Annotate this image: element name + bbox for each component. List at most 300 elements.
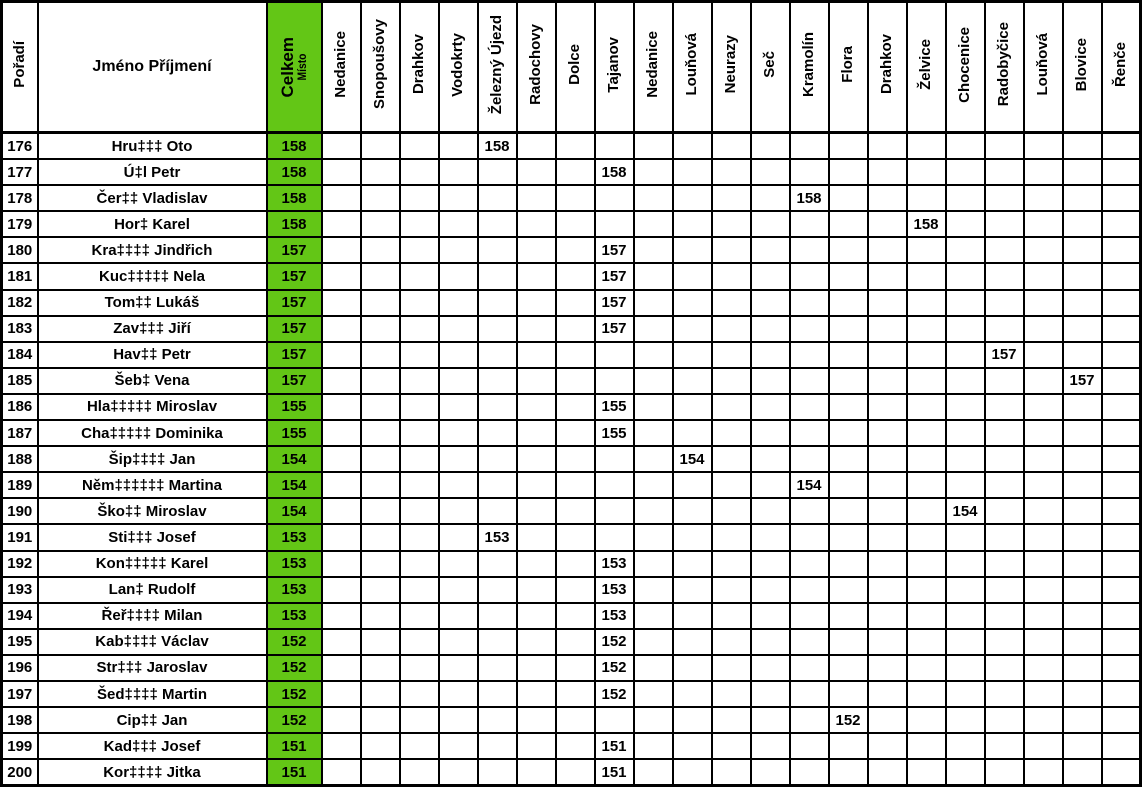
empty-cell [1063, 655, 1102, 681]
empty-cell [673, 707, 712, 733]
table-body [2, 133, 1141, 786]
empty-cell [595, 185, 634, 211]
empty-cell [1063, 211, 1102, 237]
table-row [2, 733, 1141, 759]
location-column-header [751, 2, 790, 133]
empty-cell [517, 263, 556, 289]
score-cell: 152 [595, 655, 634, 681]
empty-cell [634, 629, 673, 655]
empty-cell [673, 759, 712, 786]
name-cell: Kor‡‡‡‡ Jitka [38, 759, 267, 786]
empty-cell [1024, 603, 1063, 629]
location-column-header [1063, 2, 1102, 133]
empty-cell [634, 733, 673, 759]
empty-cell [985, 237, 1024, 263]
empty-cell [868, 733, 907, 759]
score-cell: 151 [595, 733, 634, 759]
empty-cell [322, 211, 361, 237]
empty-cell [868, 159, 907, 185]
empty-cell [985, 681, 1024, 707]
empty-cell [322, 733, 361, 759]
empty-cell [868, 759, 907, 786]
rank-cell: 183 [2, 316, 38, 342]
empty-cell [868, 420, 907, 446]
table-row [2, 655, 1141, 681]
empty-cell [361, 263, 400, 289]
total-cell: 158 [267, 133, 322, 160]
empty-cell [595, 368, 634, 394]
empty-cell [829, 629, 868, 655]
empty-cell [361, 603, 400, 629]
empty-cell [1102, 472, 1141, 498]
empty-cell [712, 420, 751, 446]
empty-cell [790, 759, 829, 786]
empty-cell [751, 733, 790, 759]
empty-cell [1024, 290, 1063, 316]
empty-cell [868, 629, 907, 655]
empty-cell [1024, 133, 1063, 160]
empty-cell [556, 577, 595, 603]
empty-cell [946, 159, 985, 185]
location-column-header [673, 2, 712, 133]
empty-cell [322, 446, 361, 472]
empty-cell [1024, 159, 1063, 185]
location-column-header-label: Snopoušovy [371, 19, 389, 110]
empty-cell [361, 342, 400, 368]
empty-cell [985, 733, 1024, 759]
empty-cell [322, 577, 361, 603]
empty-cell [1102, 655, 1141, 681]
name-cell: Čer‡‡ Vladislav [38, 185, 267, 211]
table-row [2, 159, 1141, 185]
empty-cell [946, 551, 985, 577]
empty-cell [712, 290, 751, 316]
empty-cell [478, 603, 517, 629]
name-cell: Hla‡‡‡‡‡ Miroslav [38, 394, 267, 420]
empty-cell [673, 551, 712, 577]
rank-cell: 195 [2, 629, 38, 655]
score-cell: 158 [907, 211, 946, 237]
empty-cell [907, 759, 946, 786]
empty-cell [1063, 733, 1102, 759]
empty-cell [478, 759, 517, 786]
empty-cell [751, 681, 790, 707]
empty-cell [361, 394, 400, 420]
location-column-header-label: Dolce [566, 44, 584, 85]
empty-cell [478, 159, 517, 185]
empty-cell [907, 681, 946, 707]
empty-cell [517, 368, 556, 394]
empty-cell [361, 446, 400, 472]
location-column-header [1102, 2, 1141, 133]
empty-cell [556, 733, 595, 759]
score-cell: 154 [790, 472, 829, 498]
empty-cell [1063, 472, 1102, 498]
name-cell: Str‡‡‡ Jaroslav [38, 655, 267, 681]
empty-cell [946, 211, 985, 237]
empty-cell [517, 211, 556, 237]
empty-cell [556, 472, 595, 498]
empty-cell [868, 707, 907, 733]
total-cell: 157 [267, 263, 322, 289]
empty-cell [400, 420, 439, 446]
empty-cell [907, 472, 946, 498]
empty-cell [946, 394, 985, 420]
empty-cell [634, 524, 673, 550]
empty-cell [1024, 420, 1063, 446]
name-cell: Tom‡‡ Lukáš [38, 290, 267, 316]
empty-cell [985, 159, 1024, 185]
score-cell: 158 [478, 133, 517, 160]
empty-cell [829, 681, 868, 707]
empty-cell [946, 237, 985, 263]
empty-cell [829, 316, 868, 342]
empty-cell [439, 707, 478, 733]
empty-cell [829, 577, 868, 603]
empty-cell [673, 159, 712, 185]
empty-cell [751, 211, 790, 237]
empty-cell [1024, 316, 1063, 342]
empty-cell [556, 316, 595, 342]
score-cell: 157 [985, 342, 1024, 368]
empty-cell [439, 368, 478, 394]
score-cell: 157 [595, 316, 634, 342]
name-cell: Kad‡‡‡ Josef [38, 733, 267, 759]
empty-cell [946, 629, 985, 655]
empty-cell [556, 655, 595, 681]
empty-cell [985, 603, 1024, 629]
empty-cell [829, 655, 868, 681]
empty-cell [400, 707, 439, 733]
empty-cell [400, 603, 439, 629]
empty-cell [634, 342, 673, 368]
empty-cell [712, 394, 751, 420]
empty-cell [1063, 237, 1102, 263]
empty-cell [946, 759, 985, 786]
empty-cell [907, 290, 946, 316]
table-row [2, 290, 1141, 316]
total-cell: 154 [267, 446, 322, 472]
empty-cell [907, 707, 946, 733]
total-cell: 157 [267, 237, 322, 263]
score-cell: 155 [595, 394, 634, 420]
empty-cell [985, 446, 1024, 472]
empty-cell [361, 498, 400, 524]
empty-cell [790, 133, 829, 160]
location-column-header-label: Louňová [683, 33, 701, 96]
empty-cell [751, 603, 790, 629]
total-cell: 157 [267, 368, 322, 394]
empty-cell [946, 524, 985, 550]
empty-cell [634, 290, 673, 316]
empty-cell [400, 237, 439, 263]
empty-cell [556, 394, 595, 420]
table-row [2, 133, 1141, 160]
location-column-header-label: Nedanice [644, 31, 662, 98]
rank-cell: 196 [2, 655, 38, 681]
empty-cell [634, 707, 673, 733]
name-cell: Šed‡‡‡‡ Martin [38, 681, 267, 707]
location-column-header [556, 2, 595, 133]
empty-cell [556, 368, 595, 394]
empty-cell [985, 655, 1024, 681]
location-column-header [361, 2, 400, 133]
table-row [2, 577, 1141, 603]
empty-cell [1102, 211, 1141, 237]
empty-cell [517, 629, 556, 655]
empty-cell [400, 733, 439, 759]
rank-cell: 200 [2, 759, 38, 786]
empty-cell [868, 472, 907, 498]
empty-cell [1024, 707, 1063, 733]
empty-cell [712, 316, 751, 342]
empty-cell [556, 342, 595, 368]
empty-cell [478, 551, 517, 577]
empty-cell [1024, 681, 1063, 707]
empty-cell [946, 316, 985, 342]
empty-cell [322, 394, 361, 420]
empty-cell [634, 263, 673, 289]
empty-cell [478, 368, 517, 394]
empty-cell [868, 316, 907, 342]
location-column-header [595, 2, 634, 133]
empty-cell [946, 263, 985, 289]
table-row [2, 446, 1141, 472]
empty-cell [361, 707, 400, 733]
empty-cell [517, 185, 556, 211]
empty-cell [1063, 290, 1102, 316]
table-row [2, 603, 1141, 629]
empty-cell [1102, 759, 1141, 786]
rank-cell: 179 [2, 211, 38, 237]
empty-cell [361, 733, 400, 759]
table-row [2, 524, 1141, 550]
total-cell: 154 [267, 472, 322, 498]
location-column-header [400, 2, 439, 133]
empty-cell [712, 237, 751, 263]
empty-cell [1102, 551, 1141, 577]
empty-cell [1102, 263, 1141, 289]
empty-cell [361, 524, 400, 550]
empty-cell [439, 446, 478, 472]
location-column-header [985, 2, 1024, 133]
empty-cell [751, 263, 790, 289]
rank-cell: 192 [2, 551, 38, 577]
empty-cell [829, 185, 868, 211]
empty-cell [907, 655, 946, 681]
location-column-header-label: Neurazy [722, 35, 740, 94]
empty-cell [1102, 681, 1141, 707]
total-cell: 152 [267, 707, 322, 733]
location-column-header-label: Flora [839, 46, 857, 83]
score-cell: 157 [595, 263, 634, 289]
name-cell: Kuc‡‡‡‡‡ Nela [38, 263, 267, 289]
empty-cell [946, 133, 985, 160]
empty-cell [478, 263, 517, 289]
empty-cell [517, 133, 556, 160]
empty-cell [322, 159, 361, 185]
empty-cell [439, 472, 478, 498]
empty-cell [556, 707, 595, 733]
empty-cell [985, 394, 1024, 420]
empty-cell [361, 133, 400, 160]
total-cell: 158 [267, 211, 322, 237]
empty-cell [634, 603, 673, 629]
empty-cell [985, 759, 1024, 786]
location-column-header-label: Radobyčice [995, 22, 1013, 107]
name-cell: Šeb‡ Vena [38, 368, 267, 394]
total-column-header [267, 2, 322, 133]
empty-cell [322, 185, 361, 211]
location-column-header-label: Nedanice [332, 31, 350, 98]
empty-cell [1102, 524, 1141, 550]
rank-column-header [2, 2, 38, 133]
empty-cell [1063, 342, 1102, 368]
location-column-header-label: Radochovy [527, 24, 545, 105]
empty-cell [478, 629, 517, 655]
total-cell: 153 [267, 577, 322, 603]
name-cell: Ú‡l Petr [38, 159, 267, 185]
empty-cell [361, 629, 400, 655]
empty-cell [673, 211, 712, 237]
empty-cell [400, 185, 439, 211]
empty-cell [946, 603, 985, 629]
empty-cell [634, 159, 673, 185]
empty-cell [322, 759, 361, 786]
total-cell: 152 [267, 681, 322, 707]
empty-cell [712, 759, 751, 786]
total-header-group [268, 3, 321, 131]
empty-cell [907, 159, 946, 185]
empty-cell [556, 629, 595, 655]
empty-cell [361, 290, 400, 316]
empty-cell [478, 681, 517, 707]
empty-cell [829, 524, 868, 550]
location-column-header-label: Kramolín [800, 31, 818, 97]
empty-cell [712, 472, 751, 498]
score-cell: 152 [829, 707, 868, 733]
empty-cell [907, 498, 946, 524]
empty-cell [556, 185, 595, 211]
empty-cell [478, 420, 517, 446]
empty-cell [400, 263, 439, 289]
empty-cell [322, 551, 361, 577]
empty-cell [673, 290, 712, 316]
empty-cell [751, 498, 790, 524]
empty-cell [439, 629, 478, 655]
empty-cell [361, 211, 400, 237]
empty-cell [322, 316, 361, 342]
empty-cell [868, 211, 907, 237]
empty-cell [400, 524, 439, 550]
empty-cell [439, 524, 478, 550]
score-cell: 157 [1063, 368, 1102, 394]
empty-cell [478, 733, 517, 759]
total-cell: 151 [267, 733, 322, 759]
empty-cell [868, 342, 907, 368]
name-cell: Zav‡‡‡ Jiří [38, 316, 267, 342]
empty-cell [868, 681, 907, 707]
empty-cell [712, 551, 751, 577]
location-column-header [868, 2, 907, 133]
empty-cell [946, 368, 985, 394]
empty-cell [673, 577, 712, 603]
empty-cell [400, 472, 439, 498]
empty-cell [673, 237, 712, 263]
location-column-header [712, 2, 751, 133]
empty-cell [439, 342, 478, 368]
empty-cell [439, 159, 478, 185]
total-cell: 153 [267, 524, 322, 550]
empty-cell [1063, 316, 1102, 342]
empty-cell [1102, 577, 1141, 603]
empty-cell [517, 316, 556, 342]
empty-cell [985, 133, 1024, 160]
empty-cell [751, 159, 790, 185]
empty-cell [868, 577, 907, 603]
empty-cell [790, 446, 829, 472]
empty-cell [829, 759, 868, 786]
empty-cell [673, 733, 712, 759]
header-row [2, 2, 1141, 133]
rank-cell: 176 [2, 133, 38, 160]
empty-cell [1024, 733, 1063, 759]
empty-cell [517, 472, 556, 498]
empty-cell [634, 681, 673, 707]
total-cell: 154 [267, 498, 322, 524]
empty-cell [322, 524, 361, 550]
empty-cell [1102, 629, 1141, 655]
empty-cell [361, 655, 400, 681]
empty-cell [751, 394, 790, 420]
empty-cell [712, 681, 751, 707]
empty-cell [400, 551, 439, 577]
location-column-header [1024, 2, 1063, 133]
empty-cell [595, 524, 634, 550]
rank-cell: 187 [2, 420, 38, 446]
empty-cell [907, 394, 946, 420]
score-cell: 153 [595, 577, 634, 603]
empty-cell [907, 237, 946, 263]
empty-cell [322, 342, 361, 368]
total-cell: 157 [267, 316, 322, 342]
empty-cell [829, 472, 868, 498]
location-column-header [439, 2, 478, 133]
rank-cell: 186 [2, 394, 38, 420]
empty-cell [400, 759, 439, 786]
empty-cell [634, 759, 673, 786]
empty-cell [712, 629, 751, 655]
empty-cell [517, 524, 556, 550]
empty-cell [1063, 707, 1102, 733]
empty-cell [946, 655, 985, 681]
score-cell: 158 [790, 185, 829, 211]
table-row [2, 629, 1141, 655]
empty-cell [400, 290, 439, 316]
location-column-header-label: Blovice [1073, 37, 1091, 92]
empty-cell [1024, 237, 1063, 263]
empty-cell [517, 394, 556, 420]
empty-cell [322, 603, 361, 629]
empty-cell [478, 577, 517, 603]
empty-cell [790, 524, 829, 550]
location-column-header [517, 2, 556, 133]
empty-cell [556, 603, 595, 629]
empty-cell [1102, 159, 1141, 185]
rank-cell: 191 [2, 524, 38, 550]
name-cell: Ško‡‡ Miroslav [38, 498, 267, 524]
empty-cell [751, 185, 790, 211]
